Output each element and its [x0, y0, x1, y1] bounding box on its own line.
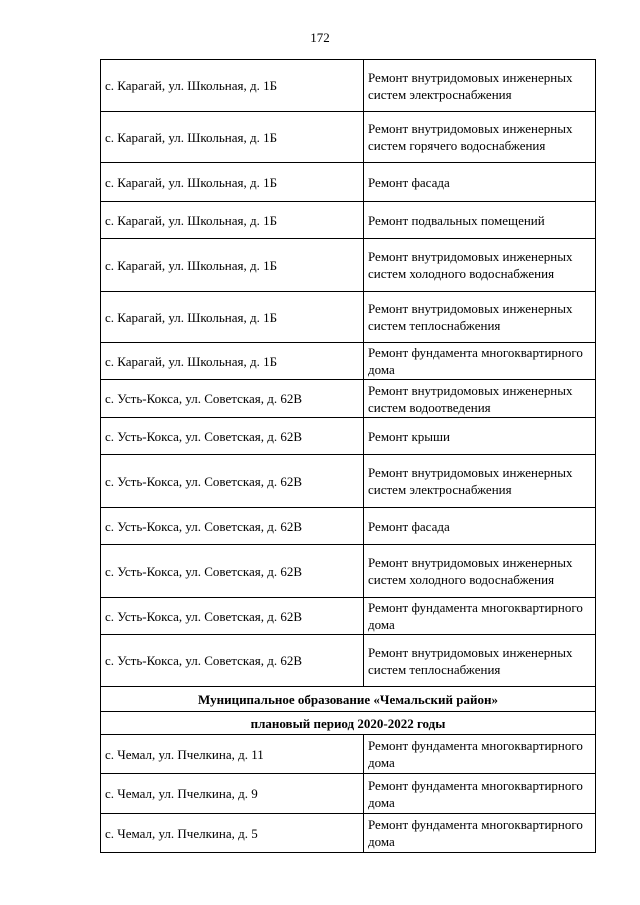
table-row: [101, 418, 596, 455]
work-type-cell: Ремонт внутридомовых инженерных систем горячего водоснабжения: [364, 112, 596, 163]
work-type-cell: Ремонт внутридомовых инженерных систем водоотведения: [364, 380, 596, 418]
address-cell: с. Чемал, ул. Пчелкина, д. 5: [101, 814, 364, 853]
work-type-cell: Ремонт фундамента многоквартирного дома: [364, 343, 596, 380]
address-cell: с. Карагай, ул. Школьная, д. 1Б: [101, 112, 364, 163]
work-type-cell: Ремонт внутридомовых инженерных систем теплоснабжения: [364, 635, 596, 687]
table-row: [101, 814, 596, 853]
address-cell: с. Усть-Кокса, ул. Советская, д. 62В: [101, 455, 364, 508]
table-row: [101, 112, 596, 163]
table-row: [101, 163, 596, 202]
table-row: [101, 292, 596, 343]
work-type-cell: Ремонт внутридомовых инженерных систем электроснабжения: [364, 455, 596, 508]
work-type-cell: Ремонт фундамента многоквартирного дома: [364, 735, 596, 774]
address-cell: с. Усть-Кокса, ул. Советская, д. 62В: [101, 418, 364, 455]
work-type-cell: Ремонт фундамента многоквартирного дома: [364, 774, 596, 814]
address-cell: с. Усть-Кокса, ул. Советская, д. 62В: [101, 545, 364, 598]
work-type-cell: Ремонт внутридомовых инженерных систем теплоснабжения: [364, 292, 596, 343]
address-cell: с. Карагай, ул. Школьная, д. 1Б: [101, 60, 364, 112]
page-number: 172: [310, 30, 330, 45]
table-row: [101, 239, 596, 292]
work-type-cell: Ремонт фундамента многоквартирного дома: [364, 598, 596, 635]
section-row: [101, 687, 596, 712]
address-cell: с. Карагай, ул. Школьная, д. 1Б: [101, 292, 364, 343]
repair-schedule-table: [100, 59, 596, 853]
table-row: [101, 735, 596, 774]
address-cell: с. Усть-Кокса, ул. Советская, д. 62В: [101, 380, 364, 418]
table-row: [101, 774, 596, 814]
table-row: [101, 545, 596, 598]
section-title: Муниципальное образование «Чемальский район»: [101, 687, 596, 712]
work-type-cell: Ремонт фасада: [364, 508, 596, 545]
work-type-cell: Ремонт подвальных помещений: [364, 202, 596, 239]
address-cell: с. Усть-Кокса, ул. Советская, д. 62В: [101, 635, 364, 687]
period-title: плановый период 2020-2022 годы: [101, 712, 596, 735]
address-cell: с. Карагай, ул. Школьная, д. 1Б: [101, 239, 364, 292]
address-cell: с. Чемал, ул. Пчелкина, д. 11: [101, 735, 364, 774]
table-row: [101, 343, 596, 380]
table-row: [101, 202, 596, 239]
address-cell: с. Карагай, ул. Школьная, д. 1Б: [101, 343, 364, 380]
work-type-cell: Ремонт внутридомовых инженерных систем электроснабжения: [364, 60, 596, 112]
work-type-cell: Ремонт внутридомовых инженерных систем холодного водоснабжения: [364, 239, 596, 292]
work-type-cell: Ремонт крыши: [364, 418, 596, 455]
address-cell: с. Чемал, ул. Пчелкина, д. 9: [101, 774, 364, 814]
table-row: [101, 60, 596, 112]
address-cell: с. Усть-Кокса, ул. Советская, д. 62В: [101, 508, 364, 545]
table-row: [101, 598, 596, 635]
work-type-cell: Ремонт фундамента многоквартирного дома: [364, 814, 596, 853]
address-cell: с. Усть-Кокса, ул. Советская, д. 62В: [101, 598, 364, 635]
table-row: [101, 635, 596, 687]
work-type-cell: Ремонт фасада: [364, 163, 596, 202]
work-type-cell: Ремонт внутридомовых инженерных систем холодного водоснабжения: [364, 545, 596, 598]
period-row: [101, 712, 596, 735]
address-cell: с. Карагай, ул. Школьная, д. 1Б: [101, 202, 364, 239]
table-row: [101, 508, 596, 545]
table-row: [101, 455, 596, 508]
table-row: [101, 380, 596, 418]
address-cell: с. Карагай, ул. Школьная, д. 1Б: [101, 163, 364, 202]
